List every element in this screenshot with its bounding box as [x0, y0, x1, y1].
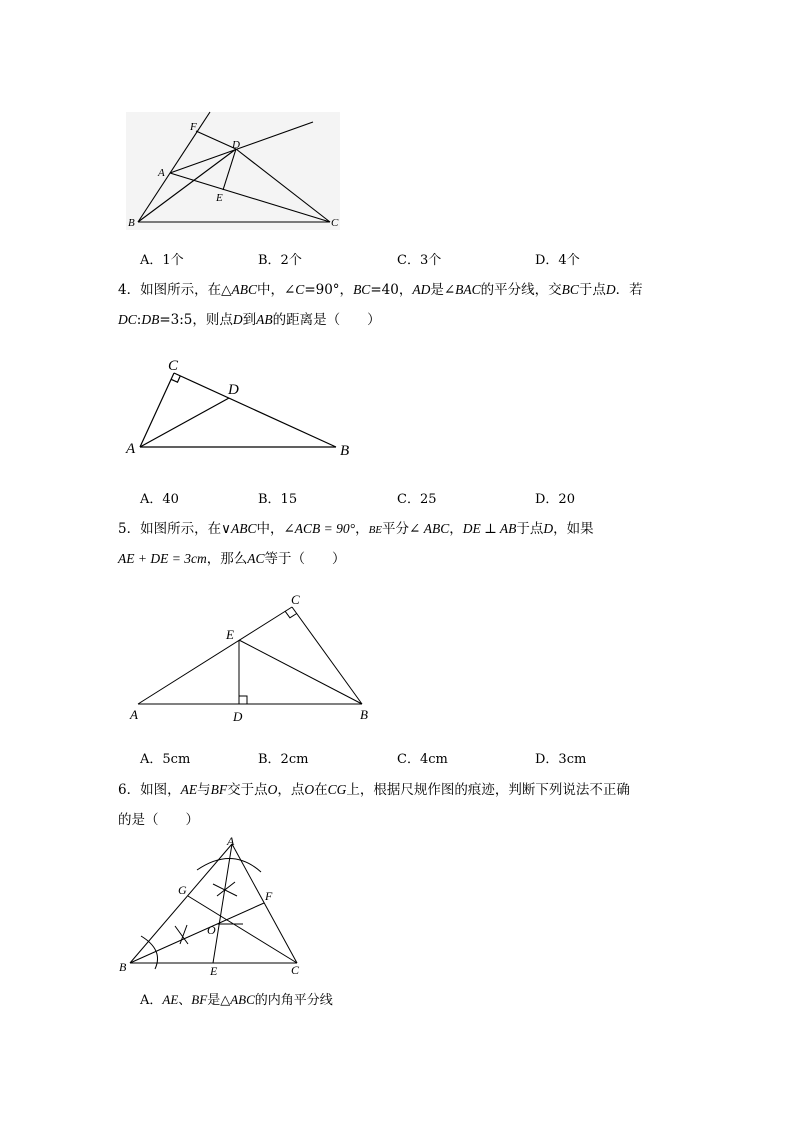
q4-figure: [120, 355, 360, 465]
q4-label-d: D: [228, 382, 239, 398]
q5-figure: [125, 588, 385, 728]
q4-segment-ad: [140, 398, 229, 447]
q6-option-a[interactable]: A．AE、BF是△ABC的内角平分线: [140, 992, 333, 1008]
q4-side-ac: [140, 373, 174, 447]
q3-option-c[interactable]: C．3个: [397, 253, 442, 268]
q6-segment-ae: [213, 844, 232, 963]
q4-option-d[interactable]: D．20: [535, 492, 575, 507]
q3-option-d[interactable]: D．4个: [535, 253, 580, 268]
q3-option-b[interactable]: B．2个: [258, 253, 302, 268]
q5-right-angle-mark-c: [285, 611, 297, 618]
q6-label-b: B: [119, 960, 127, 974]
q6-stem-line1: 6．如图，AE与BF交于点O，点O在CG上，根据尺规作图的痕迹，判断下列说法不正确: [118, 782, 630, 798]
q4-stem-line1: 4．如图所示，在△ABC中，∠C=90°，BC=40，AD是∠BAC的平分线，交BC于点D．若: [118, 282, 643, 298]
q6-figure: [115, 832, 315, 980]
q5-label-a: A: [130, 707, 138, 722]
q4-side-cb: [174, 373, 336, 447]
q6-segment-bf: [130, 903, 264, 963]
q5-stem-line2: AE + DE = 3cm，那么AC等于（ ）: [118, 551, 346, 567]
q3-label-f: F: [190, 121, 197, 133]
q6-label-f: F: [265, 889, 273, 903]
q5-option-a[interactable]: A．5cm: [140, 752, 191, 767]
q5-stem-line1: 5．如图所示，在∨ABC中，∠ACB = 90°，BE平分∠ ABC，DE ⊥ AB于点D，如果: [118, 521, 594, 537]
q5-option-d[interactable]: D．3cm: [535, 752, 587, 767]
q3-label-a: A: [158, 167, 165, 179]
q6-label-e: E: [210, 964, 218, 978]
q5-label-e: E: [226, 627, 234, 642]
q4-label-b: B: [340, 443, 350, 459]
q5-label-d: D: [233, 709, 243, 724]
q6-label-o: O: [207, 923, 216, 937]
q4-label-c: C: [168, 358, 179, 374]
q3-label-b: B: [128, 217, 135, 229]
q4-option-c[interactable]: C．25: [397, 492, 437, 507]
q5-side-cb: [292, 607, 362, 704]
q3-option-a[interactable]: A．1个: [140, 253, 184, 268]
q6-label-c: C: [291, 963, 300, 977]
q5-label-c: C: [291, 592, 300, 607]
q4-option-b[interactable]: B．15: [258, 492, 298, 507]
q3-label-d: D: [232, 139, 240, 151]
q6-label-a: A: [227, 834, 235, 848]
q6-side-ac: [232, 844, 297, 963]
q4-label-a: A: [126, 441, 136, 457]
q6-stem-line2: 的是（ ）: [118, 812, 199, 828]
q5-option-b[interactable]: B．2cm: [258, 752, 309, 767]
q3-label-c: C: [331, 217, 339, 229]
q6-cross-mark-left: [175, 925, 188, 944]
q4-stem-line2: DC:DB=3:5，则点D到AB的距离是（ ）: [118, 312, 381, 328]
q6-label-g: G: [178, 883, 187, 897]
q4-option-a[interactable]: A．40: [140, 492, 179, 507]
q3-figure: [126, 108, 356, 238]
q5-right-angle-mark-d: [239, 696, 247, 704]
q5-option-c[interactable]: C．4cm: [397, 752, 448, 767]
q5-segment-be: [239, 640, 362, 704]
q6-side-ba: [130, 844, 232, 963]
q5-label-b: B: [360, 707, 368, 722]
q3-label-e: E: [216, 192, 223, 204]
